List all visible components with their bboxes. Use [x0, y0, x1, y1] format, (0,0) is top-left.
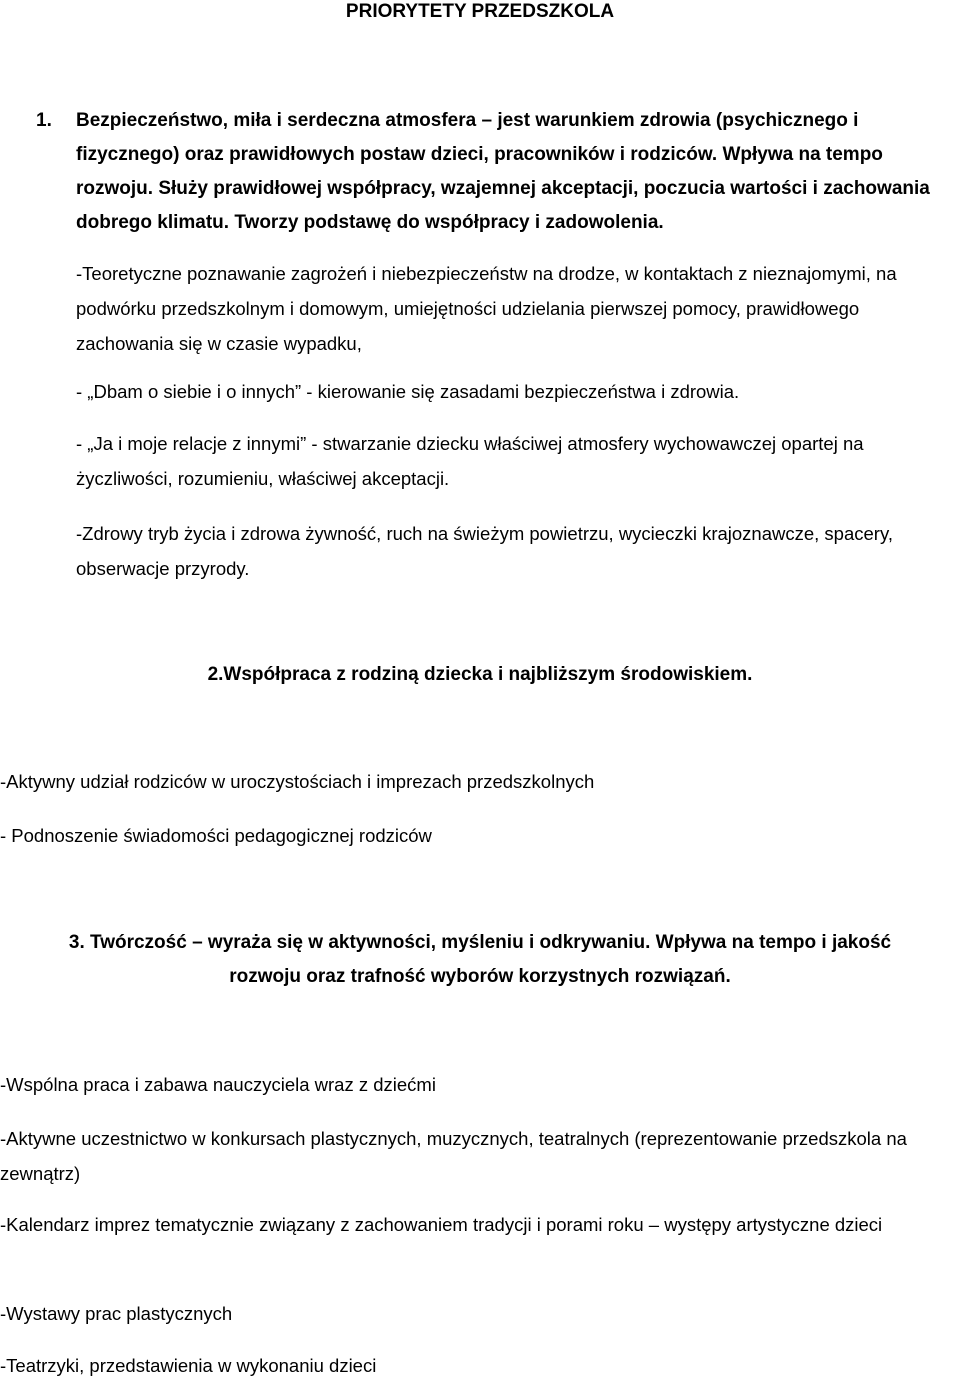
section-3-point: -Teatrzyki, przedstawienia w wykonaniu dzieci — [0, 1355, 377, 1376]
section-2-heading: 2.Współpraca z rodziną dziecka i najbliższym środowiskiem. — [207, 664, 753, 685]
section-1-intro — [36, 104, 956, 240]
section-2-point: -Aktywny udział rodziców w uroczystościach i imprezach przedszkolnych — [0, 771, 595, 792]
section-3-heading-line1: 3. Twórczość – wyraża się w aktywności, myśleniu i odkrywaniu. Wpływa na tempo i jakość — [68, 932, 892, 953]
section-3-point: -Kalendarz imprez tematycznie związany z zachowaniem tradycji i porami roku – występy artystyczne dzieci — [0, 1214, 883, 1235]
section-2-point: - Podnoszenie świadomości pedagogicznej rodziców — [0, 825, 432, 846]
section-1-point: -Teoretyczne poznawanie zagrożeń i niebezpieczeństw na drodze, w kontaktach z nieznajomymi, na podwórku przedszkolnym i domowym, umiejętności udzielania pierwszej pomocy, prawidłowego zachowania się w czasie wypadku, — [76, 263, 897, 354]
section-3-heading-line2: rozwoju oraz trafność wyborów korzystnych rozwiązań. — [229, 966, 731, 987]
section-1-point: -Zdrowy tryb życia i zdrowa żywność, ruch na świeżym powietrzu, wycieczki krajoznawcze, spacery, obserwacje przyrody. — [76, 523, 893, 579]
section-1-number: 1. — [36, 110, 52, 131]
section-3-point: -Aktywne uczestnictwo w konkursach plastycznych, muzycznych, teatralnych (reprezentowanie przedszkola na zewnątrz) — [0, 1128, 907, 1184]
document-title: PRIORYTETY PRZEDSZKOLA — [345, 1, 615, 22]
section-3-point: -Wspólna praca i zabawa nauczyciela wraz z dziećmi — [0, 1074, 436, 1095]
section-1-text: Bezpieczeństwo, miła i serdeczna atmosfera – jest warunkiem zdrowia (psychicznego i fizycznego) oraz prawidłowych postaw dzieci, pracowników i rodziców. Wpływa na tempo rozwoju. Służy prawidłowej współpracy, wzajemnej akceptacji, poczucia wartości i zachowania dobrego klimatu. Tworzy podstawę do współpracy i zadowolenia. — [76, 110, 930, 233]
section-1-point: - „Ja i moje relacje z innymi” - stwarzanie dziecku właściwej atmosfery wychowawczej opartej na życzliwości, rozumieniu, właściwej akceptacji. — [76, 433, 864, 489]
section-3-point: -Wystawy prac plastycznych — [0, 1303, 233, 1324]
section-1-point: - „Dbam o siebie i o innych” - kierowanie się zasadami bezpieczeństwa i zdrowia. — [76, 381, 740, 402]
